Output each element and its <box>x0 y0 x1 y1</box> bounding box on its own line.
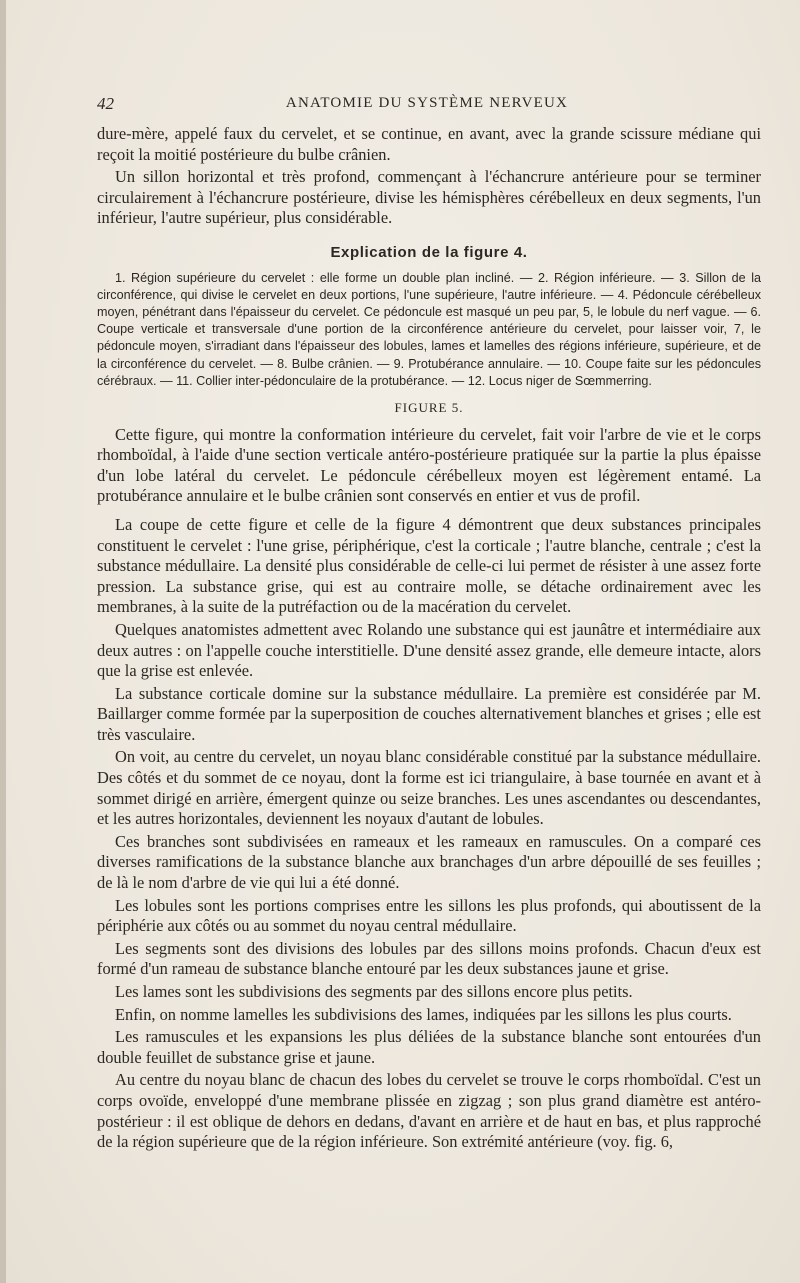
paragraph: On voit, au centre du cervelet, un noyau blanc considérable constitué par la substance médullaire. Des côtés et du sommet de ce noyau, dont la forme est ici triangulaire, à base tournée en avant et à sommet dirigé en arrière, émergent quinze ou seize branches. Les unes ascendantes ou descendantes, et les autres horizontales, deviennent les noyaux d'autant de lobules. <box>97 747 761 829</box>
figure-4-title: Explication de la figure 4. <box>330 243 528 261</box>
paragraph: Cette figure, qui montre la conformation intérieure du cervelet, fait voir l'arbre de vie et le corps rhomboïdal, à l'aide d'une section verticale antéro-postérieure pratiquée sur la partie la plus épaisse d'un lobe latéral du cervelet. Le pédoncule cérébelleux moyen est légèrement entamé. La protubérance annulaire et le bulbe crânien sont conservés en entier et vus de profil. <box>97 424 761 506</box>
page-edge <box>0 0 6 1283</box>
running-head: ANATOMIE DU SYSTÈME NERVEUX <box>285 95 569 111</box>
paragraph: Ces branches sont subdivisées en rameaux et les rameaux en ramuscules. On a comparé ces diverses ramifications de la substance blanche aux branchages d'un arbre dépouillé de ses feuilles ; de là le nom d'arbre de vie qui lui a été donné. <box>97 831 761 893</box>
page-body <box>97 124 761 1153</box>
paragraph: Les lames sont les subdivisions des segments par des sillons encore plus petits. <box>115 982 633 1002</box>
paragraph: Les ramuscules et les expansions les plus déliées de la substance blanche sont entourées d'un double feuillet de substance grise et jaune. <box>97 1027 761 1067</box>
paragraph: Enfin, on nomme lamelles les subdivisions des lames, indiquées par les sillons les plus courts. <box>115 1004 732 1024</box>
figure-5-label: FIGURE 5. <box>394 399 464 415</box>
paragraph: Les lobules sont les portions comprises entre les sillons les plus profonds, qui aboutissent de la périphérie aux côtés ou au sommet du noyau central médullaire. <box>97 895 761 936</box>
paragraph: Les segments sont des divisions des lobules par des sillons moins profonds. Chacun d'eux est formé d'un rameau de substance blanche entouré par les deux substances jaune et grise. <box>97 938 761 979</box>
page-number: 42 <box>97 94 114 113</box>
paragraph: Au centre du noyau blanc de chacun des lobes du cervelet se trouve le corps rhomboïdal. C'est un corps ovoïde, enveloppé d'une membrane plissée en zigzag ; son plus grand diamètre est antéro-postérieur : il est oblique de dehors en dedans, d'avant en arrière et de haut en bas, et plus rapproché de la région supérieure que de la région inférieure. Son extrémité antérieure (voy. fig. 6, <box>97 1070 761 1152</box>
paragraph: La substance corticale domine sur la substance médullaire. La première est considérée par M. Baillarger comme formée par la superposition de couches alternativement blanches et grises ; elle est très vasculaire. <box>97 683 761 744</box>
paragraph: La coupe de cette figure et celle de la figure 4 démontrent que deux substances principales constituent le cervelet : l'une grise, périphérique, c'est la corticale ; l'autre blanche, centrale ; c'est la substance médullaire. La densité plus considérable de celle-ci lui permet de résister à une assez forte pression. La substance grise, qui est au contraire molle, se détache ordinairement avec les membranes, à la suite de la putréfaction ou de la macération du cervelet. <box>97 514 761 617</box>
page-header <box>97 94 757 116</box>
paragraph: dure-mère, appelé faux du cervelet, et se continue, en avant, avec la grande scissure médiane qui reçoit la moitié postérieure du bulbe crânien. <box>97 124 761 164</box>
paragraph: Un sillon horizontal et très profond, commençant à l'échancrure antérieure pour se terminer circulairement à l'échancrure postérieure, divise les hémisphères cérébelleux en deux segments, l'un inférieur, l'autre supérieur, plus considérable. <box>97 167 761 228</box>
figure-4-legend: 1. Région supérieure du cervelet : elle forme un double plan incliné. — 2. Région inférieure. — 3. Sillon de la circonférence, qui divise le cervelet en deux portions, l'une supérieure, l'autre inférieure. — 4. Pédoncule cérébelleux moyen, pénétrant dans l'épaisseur du cervelet. Ce pédoncule est masqué un peu par, 5, le lobule du nerf vague. — 6. Coupe verticale et transversale d'une portion de la circonférence antérieure du cervelet, pour laisser voir, 7, le pédoncule moyen, s'irradiant dans l'épaisseur des lobules, lames et lamelles des régions inférieure, supérieure, et de la circonférence du cervelet. — 8. Bulbe crânien. — 9. Protubérance annulaire. — 10. Coupe faite sur les pédoncules cérébraux. — 11. Collier inter-pédonculaire de la protubérance. — 12. Locus niger de Sœmmerring. <box>97 270 761 388</box>
paragraph: Quelques anatomistes admettent avec Rolando une substance qui est jaunâtre et intermédiaire aux deux autres : on l'appelle couche interstitielle. D'une densité assez grande, elle demeure intacte, alors que la grise est enlevée. <box>97 619 761 681</box>
